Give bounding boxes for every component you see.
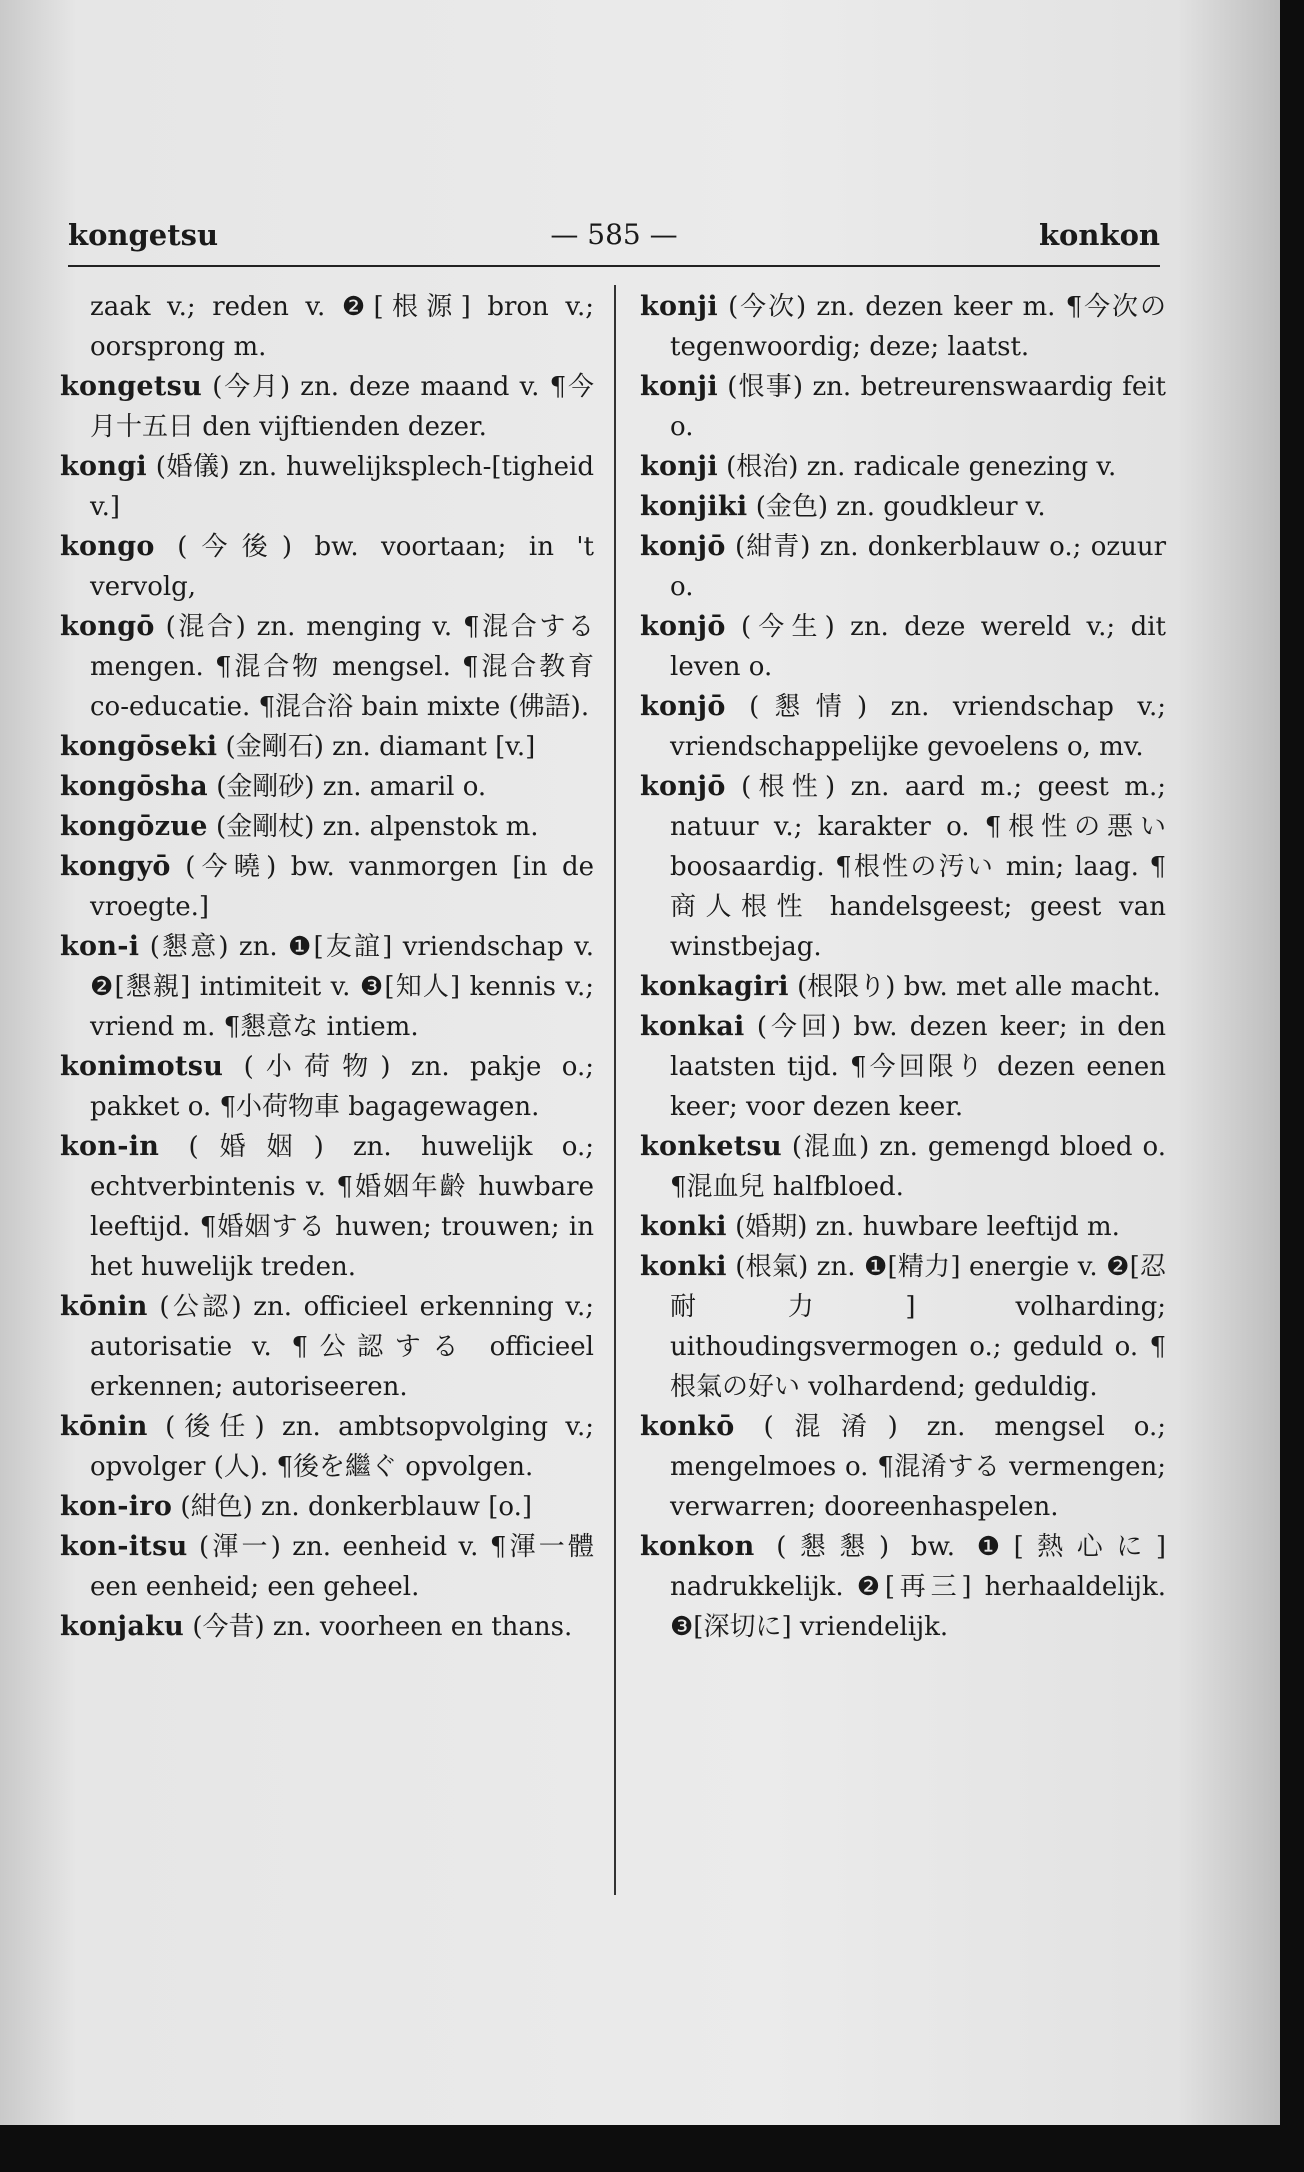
headword: konjō <box>640 611 726 642</box>
dictionary-entry <box>640 527 1166 607</box>
dictionary-entry <box>60 727 594 767</box>
definition: (今昔) zn. voorheen en thans. <box>184 1612 573 1642</box>
dictionary-entry <box>60 1487 594 1527</box>
page-number: — 585 — <box>550 218 678 251</box>
dictionary-entry <box>640 967 1166 1007</box>
headword: kōnin <box>60 1291 148 1322</box>
definition: (根氣) zn. ❶[精力] energie v. ❷[忍耐力] volharding; uithoudingsvermogen o.; geduld o. ¶根氣の好い volhardend; geduldig. <box>670 1252 1166 1402</box>
dictionary-entry: zaak v.; reden v. ❷[根源] bron v.; oorsprong m. <box>90 292 594 362</box>
headword: kon-in <box>60 1131 160 1162</box>
definition: (婚期) zn. huwbare leeftijd m. <box>726 1212 1120 1242</box>
headword: kongōseki <box>60 731 218 762</box>
definition: (根性) zn. aard m.; geest m.; natuur v.; karakter o. ¶根性の悪い boosaardig. ¶根性の汚い min; laag. ¶商人根性 handelsgeest; geest van winstbejag. <box>670 772 1166 962</box>
definition: (恨事) zn. betreurenswaardig feit o. <box>670 372 1166 442</box>
headword: konimotsu <box>60 1051 224 1082</box>
headword: konkō <box>640 1411 735 1442</box>
dictionary-entry <box>640 1007 1166 1127</box>
definition: (今月) zn. deze maand v. ¶今月十五日 den vijftienden dezer. <box>90 372 594 442</box>
headword: konji <box>640 451 718 482</box>
definition: (今生) zn. deze wereld v.; dit leven o. <box>670 612 1166 682</box>
dictionary-entry <box>60 767 594 807</box>
dictionary-entry <box>60 1127 594 1287</box>
definition: (根限り) bw. met alle macht. <box>788 972 1161 1002</box>
dictionary-entry <box>640 607 1166 687</box>
header-rule <box>68 265 1160 267</box>
dictionary-entry <box>60 1407 594 1487</box>
left-column <box>60 287 594 1647</box>
definition: (紺青) zn. donkerblauw o.; ozuur o. <box>670 532 1166 602</box>
definition: (金剛杖) zn. alpenstok m. <box>207 812 539 842</box>
dictionary-entry <box>640 287 1166 367</box>
definition: (金剛石) zn. diamant [v.] <box>217 732 536 762</box>
definition: (小荷物) zn. pakje o.; pakket o. ¶小荷物車 bagagewagen. <box>90 1052 594 1122</box>
dictionary-entry <box>640 767 1166 967</box>
dictionary-entry <box>60 1047 594 1127</box>
headword: konji <box>640 291 718 322</box>
definition: (渾一) zn. eenheid v. ¶渾一體 een eenheid; een geheel. <box>90 1532 594 1602</box>
dictionary-entry <box>60 367 594 447</box>
headword: konkon <box>640 1531 755 1562</box>
definition: (懇情) zn. vriendschap v.; vriendschappelijke gevoelens o, mv. <box>670 692 1166 762</box>
headword: konjō <box>640 691 726 722</box>
dictionary-entry <box>60 447 594 527</box>
definition: (紺色) zn. donkerblauw [o.] <box>172 1492 533 1522</box>
dictionary-entry <box>60 607 594 727</box>
dictionary-entry <box>640 447 1166 487</box>
dictionary-entry <box>640 1127 1166 1207</box>
dictionary-entry <box>640 367 1166 447</box>
headword: kon-i <box>60 931 140 962</box>
definition: (懇意) zn. ❶[友誼] vriendschap v. ❷[懇親] intimiteit v. ❸[知人] kennis v.; vriend m. ¶懇意な intiem. <box>90 932 594 1042</box>
dictionary-entry <box>640 687 1166 767</box>
headword: konjaku <box>60 1611 185 1642</box>
headword: konjō <box>640 771 726 802</box>
definition: (懇懇) bw. ❶[熱心に] nadrukkelijk. ❷[再三] herhaaldelijk. ❸[深切に] vriendelijk. <box>670 1532 1166 1642</box>
definition: (混合) zn. menging v. ¶混合する mengen. ¶混合物 mengsel. ¶混合教育 co-educatie. ¶混合浴 bain mixte (佛語). <box>90 612 594 722</box>
dictionary-entry <box>60 927 594 1047</box>
dictionary-entry <box>640 1407 1166 1527</box>
right-column <box>640 287 1166 1647</box>
headword: konki <box>640 1251 727 1282</box>
headword: konkai <box>640 1011 745 1042</box>
definition: (根治) zn. radicale genezing v. <box>717 452 1117 482</box>
headword: kongyō <box>60 851 171 882</box>
page-header <box>68 218 1160 262</box>
headword: kongetsu <box>60 371 203 402</box>
headword: kongō <box>60 611 155 642</box>
definition: (金剛砂) zn. amaril o. <box>207 772 487 802</box>
headword: kon-itsu <box>60 1531 188 1562</box>
definition: (婚姻) zn. huwelijk o.; echtverbintenis v. ¶婚姻年齡 huwbare leeftijd. ¶婚姻する huwen; trouwen; in het huwelijk treden. <box>90 1132 594 1282</box>
definition: (婚儀) zn. huwelijksplech-[tigheid v.] <box>90 452 594 522</box>
dictionary-entry <box>640 1527 1166 1647</box>
headword: kongōzue <box>60 811 208 842</box>
dictionary-entry <box>60 1527 594 1607</box>
headword: konki <box>640 1211 727 1242</box>
headword: konjō <box>640 531 726 562</box>
headword: konji <box>640 371 718 402</box>
headword: konjiki <box>640 491 748 522</box>
dictionary-entry <box>60 807 594 847</box>
dictionary-entry <box>640 1207 1166 1247</box>
headword: konketsu <box>640 1131 782 1162</box>
definition: (今次) zn. dezen keer m. ¶今次の tegenwoordig; deze; laatst. <box>670 292 1166 362</box>
headword: kongi <box>60 451 147 482</box>
definition: (後任) zn. ambtsopvolging v.; opvolger (人). ¶後を繼ぐ opvolgen. <box>90 1412 594 1482</box>
definition: (今回) bw. dezen keer; in den laatsten tijd. ¶今回限り dezen eenen keer; voor dezen keer. <box>670 1012 1166 1122</box>
definition: (公認) zn. officieel erkenning v.; autorisatie v. ¶公認する officieel erkennen; autoriseeren. <box>90 1292 594 1402</box>
headword: kongo <box>60 531 155 562</box>
dictionary-entry <box>60 527 594 607</box>
definition: (今後) bw. voortaan; in 't vervolg, <box>90 532 594 602</box>
dictionary-entry <box>60 847 594 927</box>
dictionary-entry <box>640 1247 1166 1407</box>
dictionary-entry <box>60 1607 594 1647</box>
headword: kon-iro <box>60 1491 173 1522</box>
guide-word-right: konkon <box>1038 218 1160 252</box>
dictionary-entry <box>640 487 1166 527</box>
definition: (金色) zn. goudkleur v. <box>747 492 1046 522</box>
headword: kōnin <box>60 1411 148 1442</box>
headword: kongōsha <box>60 771 208 802</box>
definition: (今曉) bw. vanmorgen [in de vroegte.] <box>90 852 594 922</box>
column-divider <box>614 285 616 1895</box>
definition: (混淆) zn. mengsel o.; mengelmoes o. ¶混淆する vermengen; verwarren; dooreenhaspelen. <box>670 1412 1166 1522</box>
dictionary-entry <box>60 1287 594 1407</box>
definition: (混血) zn. gemengd bloed o. ¶混血兒 halfbloed. <box>670 1132 1166 1202</box>
guide-word-left: kongetsu <box>68 218 219 252</box>
headword: konkagiri <box>640 971 789 1002</box>
